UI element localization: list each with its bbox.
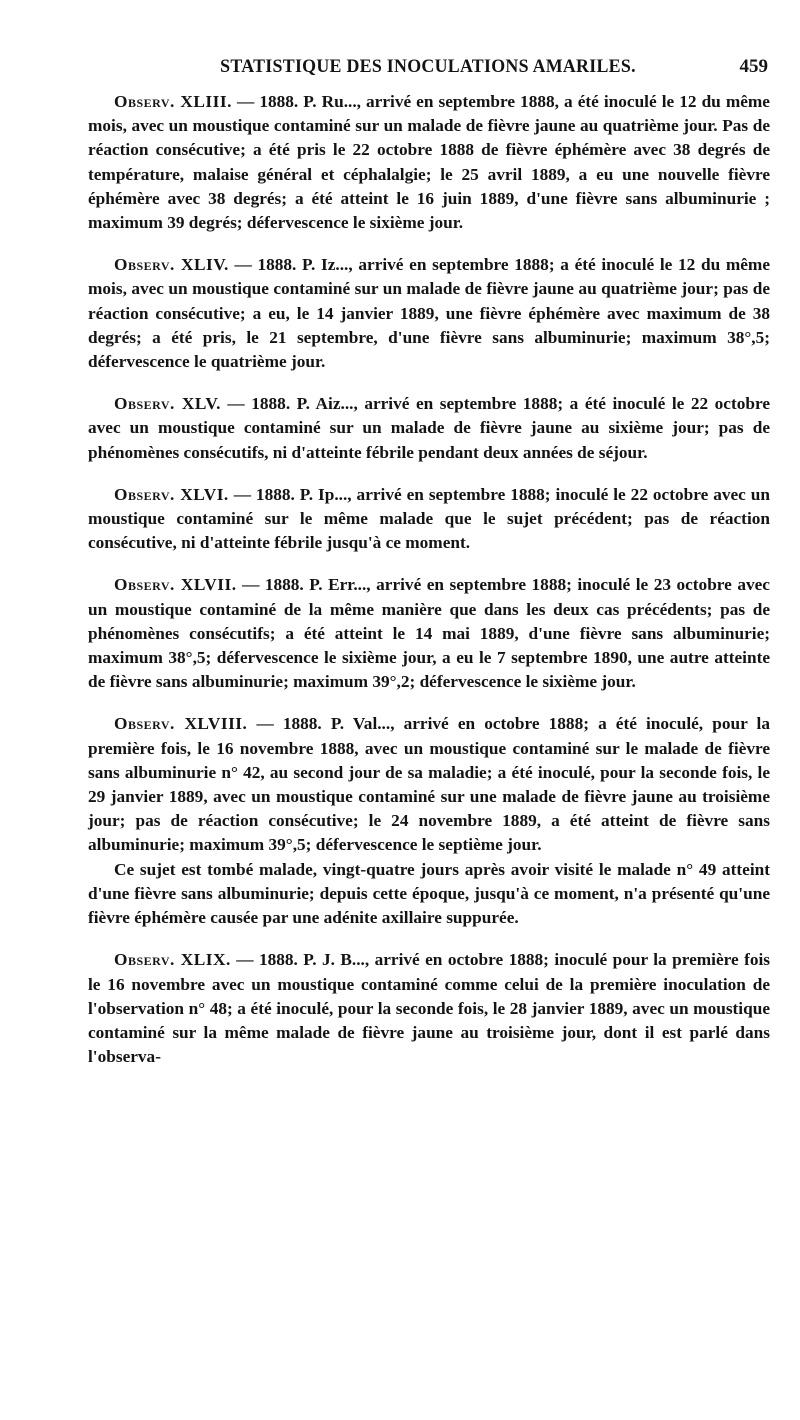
observation-label: Observ. XLIV. (114, 255, 229, 275)
observation-text: — 1888. P. Iz..., arrivé en septembre 1888; a été inoculé le 12 du même mois, avec un moustique contaminé sur un malade de fièvre jaune au quatrième jour; pas de réaction consécutive; a eu, le 14 janvier 1889, une fièvre éphémère avec maximum de 38 degrés; a été pris, le 21 septembre, d'une fièvre sans albuminurie; maximum 38°,5; défervescence le quatrième jour. (88, 255, 770, 372)
observation-text: Ce sujet est tombé malade, vingt-quatre jours après avoir visité le malade n° 49 atteint d'une fièvre sans albuminurie; depuis cette époque, jusqu'à ce moment, n'a présenté qu'une fièvre éphémère causée par une adénite axillaire suppurée. (88, 859, 770, 928)
observation-text: — 1888. P. Val..., arrivé en octobre 1888; a été inoculé, pour la première fois, le 16 novembre 1888, avec un moustique contaminé sur le malade de fièvre sans albuminurie n° 42, au second jour de sa maladie; a été inoculé, pour la seconde fois, le 29 janvier 1889, avec un moustique contaminé sur une malade de fièvre jaune au troisième jour; pas de réaction consécutive; le 24 novembre 1889, a été atteint de fièvre sans albuminurie; maximum 39°,5; défervescence le septième jour. (88, 714, 770, 855)
observation-48-note (88, 858, 770, 931)
observation-label: Observ. XLVI. (114, 484, 229, 504)
observation-label: Observ. XLVII. (114, 575, 237, 595)
observation-label: Observ. XLIX. (114, 950, 231, 970)
page-body (88, 90, 770, 1069)
observation-44 (88, 253, 770, 374)
observation-49 (88, 948, 770, 1069)
observation-text: — 1888. P. Ru..., arrivé en septembre 1888, a été inoculé le 12 du même mois, avec un moustique contaminé sur un malade de fièvre jaune au quatrième jour. Pas de réaction consécutive; a été pris le 22 octobre 1888 de fièvre éphémère avec 38 degrés de température, malaise général et céphalalgie; le 25 avril 1889, a eu une nouvelle fièvre éphémère avec 38 degrés; a été atteint le 16 juin 1889, d'une fièvre sans albuminurie ; maximum 39 degrés; défervescence le sixième jour. (88, 92, 770, 233)
observation-46 (88, 483, 770, 556)
observation-45 (88, 392, 770, 465)
observation-48 (88, 712, 770, 857)
observation-text: — 1888. P. J. B..., arrivé en octobre 1888; inoculé pour la première fois le 16 novembre avec un moustique contaminé comme celui de la première inoculation de l'observation n° 48; a été inoculé, pour la seconde fois, le 28 janvier 1889, avec un moustique contaminé sur la même malade de fièvre jaune au troisième jour, dont il est parlé dans l'observa- (88, 950, 770, 1067)
page-number: 459 (739, 56, 768, 77)
running-title: STATISTIQUE DES INOCULATIONS AMARILES. (220, 56, 636, 77)
running-header (88, 56, 768, 86)
observation-47 (88, 573, 770, 694)
observation-text: — 1888. P. Aiz..., arrivé en septembre 1888; a été inoculé le 22 octobre avec un moustique contaminé sur un malade de fièvre jaune au sixième jour; pas de phénomènes consécutifs, ni d'atteinte fébrile pendant deux années de séjour. (88, 394, 770, 462)
observation-label: Observ. XLV. (114, 394, 221, 414)
observation-43 (88, 90, 770, 235)
observation-text: — 1888. P. Ip..., arrivé en septembre 1888; inoculé le 22 octobre avec un moustique contaminé sur le même malade que le sujet précédent; pas de réaction consécutive, ni d'atteinte fébrile jusqu'à ce moment. (88, 484, 770, 553)
observation-text: — 1888. P. Err..., arrivé en septembre 1888; inoculé le 23 octobre avec un moustique contaminé de la même manière que dans les deux cas précédents; pas de phénomènes consécutifs; a été atteint le 14 mai 1889, d'une fièvre sans albuminurie; maximum 38°,5; défervescence le sixième jour, a eu le 7 septembre 1890, une autre atteinte de fièvre sans albuminurie; maximum 39°,2; défervescence le sixième jour. (88, 575, 770, 692)
observation-label: Observ. XLIII. (114, 92, 232, 111)
observation-label: Observ. XLVIII. (114, 714, 248, 734)
